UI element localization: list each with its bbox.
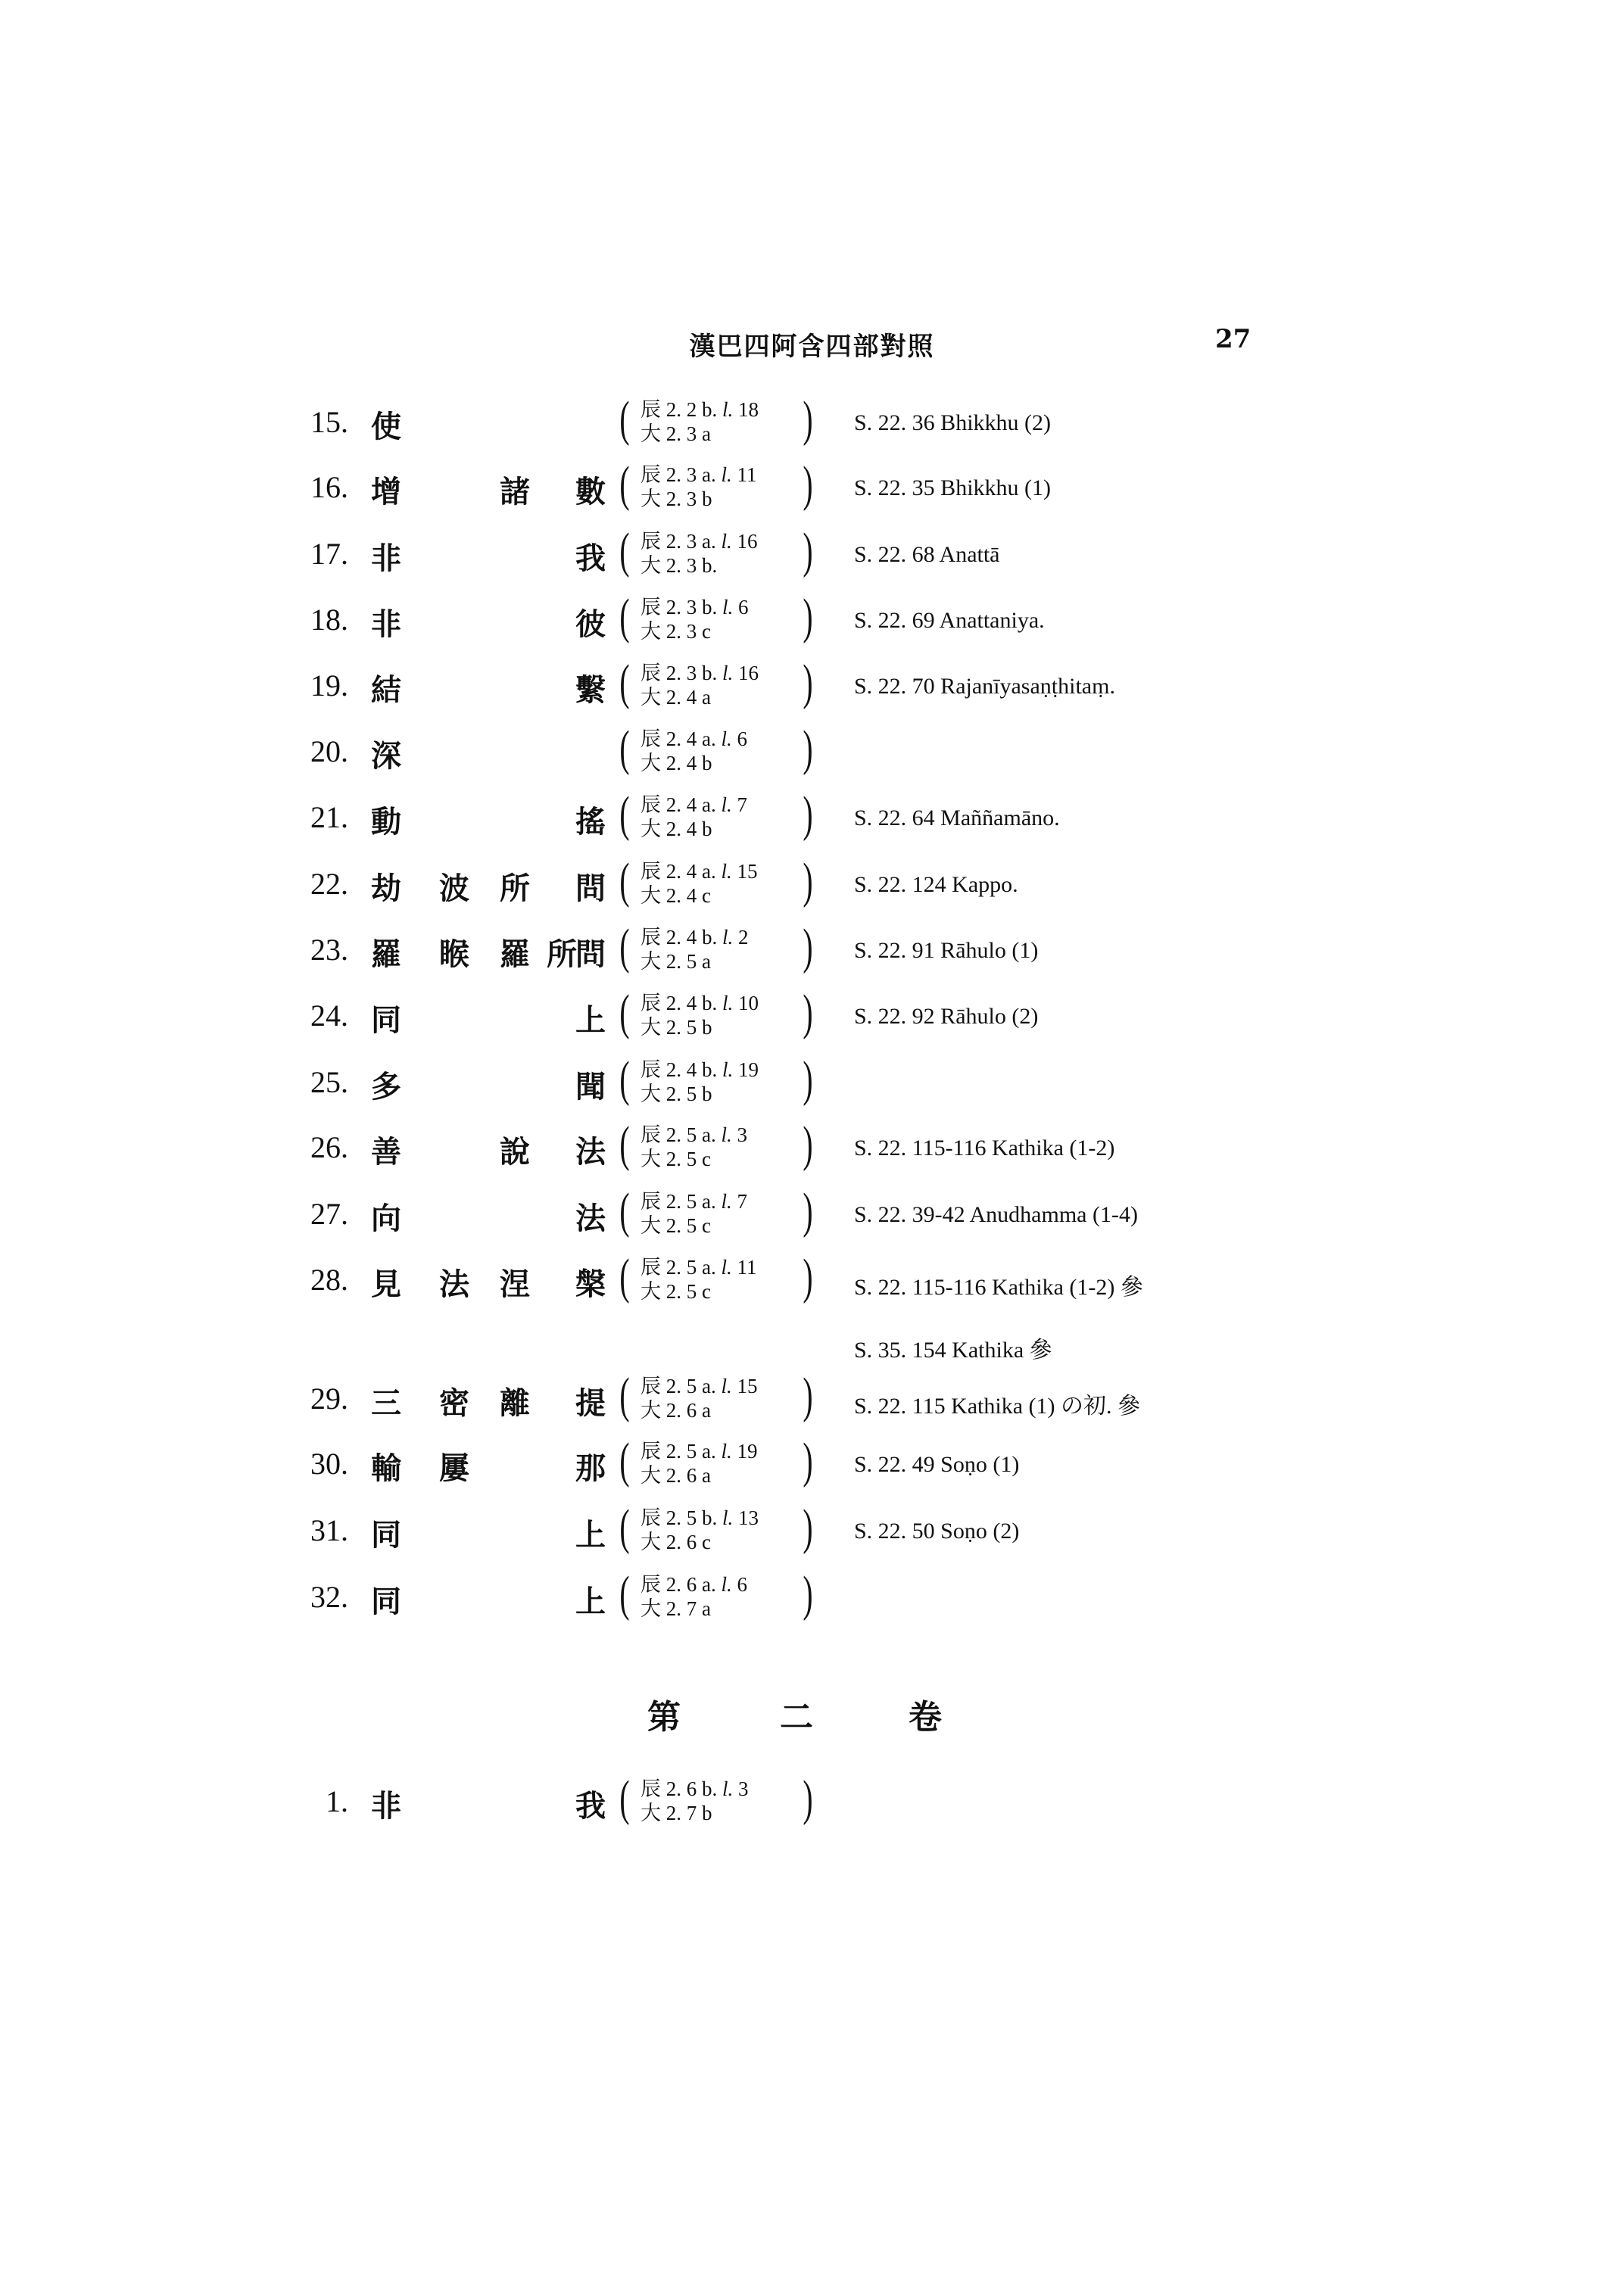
title-char: 非 xyxy=(371,1789,401,1824)
reference-line-marker: l. xyxy=(722,1058,734,1081)
pali-reference: S. 22. 39-42 Anudhamma (1-4) xyxy=(854,1202,1138,1227)
entry-number: 16. xyxy=(310,470,348,504)
reference-main: 辰 2. 4 b. xyxy=(641,1058,722,1081)
title-char: 上 xyxy=(575,1518,606,1553)
title-char: 結 xyxy=(371,673,401,708)
left-paren: ( xyxy=(619,1051,630,1107)
reference-block xyxy=(621,1119,825,1176)
left-paren: ( xyxy=(619,985,630,1040)
right-paren: ) xyxy=(803,655,813,710)
reference-line-2: 大 2. 4 b xyxy=(641,818,712,840)
entry-number: 23. xyxy=(310,933,348,967)
left-paren: ( xyxy=(619,1566,630,1622)
reference-line-number: 13 xyxy=(733,1506,759,1529)
reference-block xyxy=(619,456,825,516)
reference-line-marker: l. xyxy=(722,596,734,618)
pali-reference: S. 22. 49 Soṇo (1) xyxy=(854,1452,1020,1477)
reference-line-marker: l. xyxy=(722,1506,734,1529)
title-char: 非 xyxy=(371,541,401,576)
title-char: 密 xyxy=(439,1386,469,1421)
title-char: 那 xyxy=(575,1451,606,1486)
entry-row xyxy=(0,1185,1624,1246)
reference-line-marker: l. xyxy=(721,1375,732,1397)
right-paren: ) xyxy=(803,1249,813,1304)
title-char: 動 xyxy=(371,805,401,840)
pali-reference: S. 22. 92 Rāhulo (2) xyxy=(854,1004,1039,1029)
entry-row xyxy=(0,1773,1624,1833)
entry-number: 21. xyxy=(310,800,348,834)
title-char: 法 xyxy=(575,1135,606,1170)
reference-main: 辰 2. 6 b. xyxy=(641,1777,722,1800)
reference-line-marker: l. xyxy=(722,398,734,421)
title-char: 涅 xyxy=(500,1267,530,1302)
reference-line-marker: l. xyxy=(721,860,732,883)
title-char: 輸 xyxy=(371,1451,401,1486)
entry-row xyxy=(0,1051,1624,1114)
reference-line-marker: l. xyxy=(721,463,732,486)
entry-row xyxy=(0,921,1624,982)
reference-block xyxy=(621,723,825,780)
reference-main: 辰 2. 4 b. xyxy=(641,992,722,1014)
entry-row xyxy=(0,789,1624,849)
reference-block xyxy=(621,1435,825,1493)
reference-line-marker: l. xyxy=(721,793,732,816)
entry-number: 24. xyxy=(310,999,348,1033)
reference-line-1 xyxy=(641,463,757,486)
reference-line-number: 6 xyxy=(733,596,749,618)
left-paren: ( xyxy=(619,1117,630,1172)
reference-main: 辰 2. 3 b. xyxy=(641,662,722,684)
title-char: 三 xyxy=(371,1386,401,1421)
entry-row xyxy=(0,525,1624,586)
reference-line-1 xyxy=(641,1506,759,1529)
title-char: 離 xyxy=(500,1386,530,1421)
pali-reference: S. 22. 35 Bhikkhu (1) xyxy=(854,475,1052,500)
reference-block xyxy=(621,525,825,583)
title-char: 彼 xyxy=(575,607,606,642)
entry-number: 19. xyxy=(310,668,348,703)
title-char: 向 xyxy=(371,1201,401,1236)
right-paren: ) xyxy=(803,853,813,908)
right-paren: ) xyxy=(803,1368,813,1423)
entry-row xyxy=(0,1502,1624,1562)
reference-main: 辰 2. 4 a. xyxy=(641,793,722,816)
left-paren: ( xyxy=(619,919,630,974)
reference-line-marker: l. xyxy=(721,1256,732,1279)
title-char: 羅 xyxy=(371,937,401,972)
reference-main: 辰 2. 6 a. xyxy=(641,1573,722,1596)
right-paren: ) xyxy=(803,1566,813,1622)
reference-block xyxy=(621,1502,825,1559)
title-char: 同 xyxy=(371,1518,401,1553)
entry-row xyxy=(0,723,1624,784)
reference-main: 辰 2. 3 b. xyxy=(641,596,722,618)
reference-main: 辰 2. 3 a. xyxy=(641,530,722,553)
entry-number: 27. xyxy=(310,1197,348,1231)
reference-block xyxy=(621,1185,825,1243)
reference-line-number: 15 xyxy=(731,1375,758,1397)
reference-line-1 xyxy=(641,530,758,553)
reference-block xyxy=(619,1566,825,1626)
reference-main: 辰 2. 4 a. xyxy=(641,727,722,750)
left-paren: ( xyxy=(619,456,630,512)
title-char: 所 xyxy=(547,937,577,972)
left-paren: ( xyxy=(619,853,630,908)
reference-main: 辰 2. 4 b. xyxy=(641,926,722,949)
entry-number: 20. xyxy=(310,734,348,768)
entry-number: 29. xyxy=(310,1382,348,1416)
right-paren: ) xyxy=(803,787,813,842)
title-char: 法 xyxy=(439,1267,469,1302)
title-char: 同 xyxy=(371,1003,401,1038)
reference-line-number: 18 xyxy=(733,398,759,421)
reference-line-1 xyxy=(641,662,759,684)
entry-number: 17. xyxy=(310,537,348,571)
entry-number: 32. xyxy=(310,1580,348,1614)
reference-block xyxy=(621,855,825,913)
title-char: 增 xyxy=(371,475,401,509)
right-paren: ) xyxy=(803,456,813,512)
reference-line-number: 7 xyxy=(731,793,747,816)
left-paren: ( xyxy=(619,1249,630,1304)
reference-block xyxy=(621,921,825,979)
reference-line-marker: l. xyxy=(721,530,732,553)
reference-line-2: 大 2. 6 c xyxy=(641,1531,711,1553)
reference-line-marker: l. xyxy=(721,1190,732,1213)
reference-block xyxy=(621,1370,825,1428)
right-paren: ) xyxy=(803,1433,813,1488)
title-char: 我 xyxy=(575,1789,606,1824)
title-char: 所 xyxy=(500,871,530,906)
title-char: 上 xyxy=(575,1003,606,1038)
reference-line-2: 大 2. 3 b xyxy=(641,488,712,510)
left-paren: ( xyxy=(619,1771,630,1826)
title-char: 見 xyxy=(371,1267,401,1302)
reference-main: 辰 2. 5 a. xyxy=(641,1123,722,1146)
left-paren: ( xyxy=(619,523,630,578)
title-char: 使 xyxy=(371,410,401,444)
left-paren: ( xyxy=(619,589,630,644)
title-char: 搖 xyxy=(575,805,606,840)
left-paren: ( xyxy=(619,721,630,776)
reference-main: 辰 2. 5 a. xyxy=(641,1375,722,1397)
entry-number: 25. xyxy=(310,1065,348,1099)
title-char: 睺 xyxy=(439,937,469,972)
title-char: 提 xyxy=(575,1386,606,1421)
right-paren: ) xyxy=(803,589,813,644)
entry-number: 18. xyxy=(310,603,348,637)
reference-line-2: 大 2. 5 c xyxy=(641,1214,711,1237)
reference-line-1 xyxy=(641,1777,749,1800)
title-char: 上 xyxy=(575,1584,606,1619)
pali-reference: S. 22. 36 Bhikkhu (2) xyxy=(854,410,1052,435)
right-paren: ) xyxy=(803,391,813,447)
reference-line-number: 6 xyxy=(731,1573,747,1596)
entry-number: 26. xyxy=(310,1130,348,1164)
entry-number: 1. xyxy=(326,1784,348,1818)
reference-line-1 xyxy=(641,1190,747,1213)
reference-line-1 xyxy=(641,1058,759,1081)
reference-line-number: 3 xyxy=(733,1777,749,1800)
pali-reference: S. 22. 50 Soṇo (2) xyxy=(854,1519,1020,1544)
section-heading-char-2: 二 xyxy=(780,1698,813,1737)
title-char: 問 xyxy=(575,871,606,906)
title-char: 問 xyxy=(575,937,606,972)
reference-line-marker: l. xyxy=(721,727,732,750)
left-paren: ( xyxy=(619,1368,630,1423)
reference-line-1 xyxy=(641,1440,758,1463)
entry-row xyxy=(0,456,1624,519)
reference-line-marker: l. xyxy=(722,1777,734,1800)
reference-line-number: 11 xyxy=(731,1256,757,1279)
reference-main: 辰 2. 3 a. xyxy=(641,463,722,486)
entry-row xyxy=(0,1566,1624,1629)
pali-reference: S. 22. 124 Kappo. xyxy=(854,872,1018,897)
reference-block xyxy=(621,789,825,846)
title-char: 非 xyxy=(371,607,401,642)
reference-block xyxy=(619,1051,825,1111)
reference-line-marker: l. xyxy=(721,1440,732,1463)
reference-line-number: 7 xyxy=(731,1190,747,1213)
title-char: 深 xyxy=(371,739,401,774)
pali-reference: S. 22. 68 Anattā xyxy=(854,542,1000,567)
title-char: 同 xyxy=(371,1584,401,1619)
reference-line-number: 10 xyxy=(733,992,759,1014)
title-char: 羅 xyxy=(500,937,530,972)
reference-line-2: 大 2. 4 c xyxy=(641,884,711,907)
right-paren: ) xyxy=(803,1771,813,1826)
reference-line-2: 大 2. 5 c xyxy=(641,1148,711,1170)
reference-line-1 xyxy=(641,992,759,1014)
section-heading-char-3: 卷 xyxy=(909,1698,942,1737)
reference-block xyxy=(621,1251,825,1309)
reference-line-marker: l. xyxy=(721,1123,732,1146)
reference-line-marker: l. xyxy=(721,1573,732,1596)
title-char: 繫 xyxy=(575,673,606,708)
reference-line-1 xyxy=(641,926,749,949)
right-paren: ) xyxy=(803,1500,813,1555)
reference-line-number: 3 xyxy=(731,1123,747,1146)
reference-line-marker: l. xyxy=(722,662,734,684)
reference-line-number: 16 xyxy=(731,530,758,553)
reference-line-number: 19 xyxy=(733,1058,759,1081)
entry-number: 15. xyxy=(310,405,348,439)
reference-line-number: 19 xyxy=(731,1440,758,1463)
reference-block xyxy=(621,591,825,649)
reference-main: 辰 2. 5 b. xyxy=(641,1506,722,1529)
entry-row xyxy=(0,657,1624,718)
reference-main: 辰 2. 4 a. xyxy=(641,860,722,883)
pali-reference: S. 22. 64 Maññamāno. xyxy=(854,805,1060,830)
reference-line-2: 大 2. 4 b xyxy=(641,752,712,774)
reference-line-marker: l. xyxy=(722,992,734,1014)
left-paren: ( xyxy=(619,1433,630,1488)
reference-line-2: 大 2. 7 a xyxy=(641,1597,711,1620)
reference-line-number: 6 xyxy=(731,727,747,750)
entry-row xyxy=(0,1370,1624,1431)
right-paren: ) xyxy=(803,985,813,1040)
reference-line-number: 11 xyxy=(731,463,757,486)
running-header-title: 漢巴四阿含四部對照 xyxy=(689,332,935,362)
title-char: 數 xyxy=(575,475,606,509)
title-char: 諸 xyxy=(500,475,530,509)
entry-row xyxy=(0,1435,1624,1496)
pali-reference: S. 22. 115-116 Kathika (1-2) 參 xyxy=(854,1275,1143,1300)
entry-row xyxy=(0,591,1624,652)
pali-extra-line: S. 35. 154 Kathika 參 xyxy=(854,1338,1052,1363)
pali-reference: S. 22. 69 Anattaniya. xyxy=(854,608,1045,633)
reference-block xyxy=(621,657,825,715)
entry-number: 31. xyxy=(310,1513,348,1547)
reference-line-1 xyxy=(641,1573,747,1596)
right-paren: ) xyxy=(803,919,813,974)
pali-reference: S. 22. 70 Rajanīyasaṇṭhitaṃ. xyxy=(854,674,1115,699)
reference-line-1 xyxy=(641,596,749,618)
title-char: 善 xyxy=(371,1135,401,1170)
reference-line-2: 大 2. 5 b xyxy=(641,1016,712,1039)
reference-line-1 xyxy=(641,1123,747,1146)
reference-line-1 xyxy=(641,727,747,750)
reference-main: 辰 2. 5 a. xyxy=(641,1440,722,1463)
left-paren: ( xyxy=(619,1183,630,1238)
reference-line-1 xyxy=(641,860,758,883)
entry-row xyxy=(0,855,1624,916)
title-char: 屢 xyxy=(439,1451,469,1486)
reference-line-1 xyxy=(641,793,747,816)
right-paren: ) xyxy=(803,1117,813,1172)
reference-block xyxy=(621,987,825,1045)
entry-row xyxy=(0,391,1624,454)
title-char: 我 xyxy=(575,541,606,576)
entry-number: 30. xyxy=(310,1447,348,1481)
entry-row xyxy=(0,1251,1624,1312)
reference-line-number: 15 xyxy=(731,860,758,883)
page-number: 27 xyxy=(1215,324,1252,354)
reference-line-2: 大 2. 5 b xyxy=(641,1083,712,1105)
title-char: 說 xyxy=(500,1135,530,1170)
reference-line-2: 大 2. 3 c xyxy=(641,620,711,643)
reference-line-number: 2 xyxy=(733,926,749,949)
title-char: 劫 xyxy=(371,871,401,906)
right-paren: ) xyxy=(803,721,813,776)
section-heading-char-1: 第 xyxy=(647,1698,681,1737)
left-paren: ( xyxy=(619,655,630,710)
reference-main: 辰 2. 5 a. xyxy=(641,1190,722,1213)
reference-line-marker: l. xyxy=(722,926,734,949)
pali-reference: S. 22. 115 Kathika (1) の初. 參 xyxy=(854,1394,1141,1419)
entry-number: 28. xyxy=(310,1263,348,1297)
title-char: 多 xyxy=(371,1070,401,1104)
entry-row xyxy=(0,987,1624,1048)
reference-line-2: 大 2. 5 a xyxy=(641,950,711,973)
left-paren: ( xyxy=(619,787,630,842)
reference-line-2: 大 2. 6 a xyxy=(641,1399,711,1422)
right-paren: ) xyxy=(803,1051,813,1107)
reference-block xyxy=(621,1773,825,1830)
reference-block xyxy=(619,391,825,451)
left-paren: ( xyxy=(619,391,630,447)
pali-reference: S. 22. 91 Rāhulo (1) xyxy=(854,938,1039,963)
right-paren: ) xyxy=(803,523,813,578)
title-char: 槃 xyxy=(575,1267,606,1302)
reference-line-2: 大 2. 3 a xyxy=(641,422,711,445)
entry-number: 22. xyxy=(310,867,348,901)
reference-line-2: 大 2. 3 b. xyxy=(641,554,718,577)
pali-reference: S. 22. 115-116 Kathika (1-2) xyxy=(854,1136,1115,1161)
reference-line-2: 大 2. 5 c xyxy=(641,1280,711,1303)
reference-line-2: 大 2. 7 b xyxy=(641,1802,712,1824)
left-paren: ( xyxy=(619,1500,630,1555)
reference-main: 辰 2. 5 a. xyxy=(641,1256,722,1279)
reference-main: 辰 2. 2 b. xyxy=(641,398,722,421)
reference-line-1 xyxy=(641,1256,757,1279)
title-char: 波 xyxy=(439,871,469,906)
reference-line-1 xyxy=(641,1375,758,1397)
reference-line-number: 16 xyxy=(733,662,759,684)
reference-line-2: 大 2. 4 a xyxy=(641,686,711,709)
right-paren: ) xyxy=(803,1183,813,1238)
title-char: 聞 xyxy=(575,1070,606,1104)
reference-line-2: 大 2. 6 a xyxy=(641,1464,711,1487)
title-char: 法 xyxy=(575,1201,606,1236)
reference-line-1 xyxy=(641,398,759,421)
entry-row xyxy=(0,1119,1624,1179)
